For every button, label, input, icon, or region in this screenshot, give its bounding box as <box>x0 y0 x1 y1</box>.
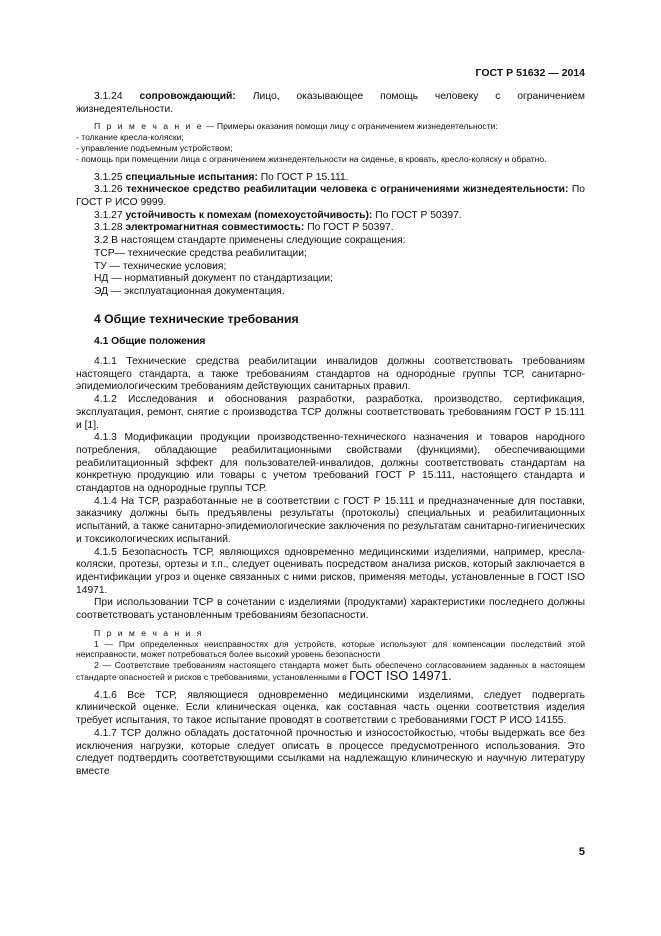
section-heading: 4 Общие технические требования <box>94 311 299 326</box>
paragraph-4-1-6: 4.1.6 Все ТСР, являющиеся одновременно медицинскими изделиями, следует подвергать клинической оценке. Если клиническая оценка, как составная часть оценки соответствия изделия требует испытания, то такое испытание проводят в соответствии с требованиями ГОСТ Р ИСО 14155. <box>76 689 585 727</box>
list-item: - толкание кресла-коляски; <box>76 132 184 143</box>
note-item: 2 — Соответствие требованиям настоящего стандарта может быть обеспечено согласованием заданных в настоящем стандарте опасностей и рисков с требованиями, установленными в ГОСТ ISO 14971. <box>76 660 585 683</box>
note-examples: П р и м е ч а н и е — Примеры оказания помощи лицу с ограничением жизнедеятельности: - толкание кресла-коляски; - управление подъемным устройством; - помощь при помещении лица с ограничением жизнедеятельности на сиденье, в кровать, кресло-коляску и обратно. <box>76 121 585 164</box>
note-label: П р и м е ч а н и е <box>94 121 204 132</box>
definition-3-1-26: 3.1.26 техническое средство реабилитации человека с ограничениями жизнедеятельности: По ГОСТ Р ИСО 9999. <box>76 184 585 208</box>
definition-3-1-24: 3.1.24 сопровождающий: Лицо, оказывающее помощь человеку с ограничением жизнедеятельности. <box>76 91 585 115</box>
abbreviation-item: ЭД — эксплуатационная документация. <box>94 285 285 297</box>
paragraph-usage: При использовании ТСР в сочетании с изделиями (продуктами) характеристики последнего должны соответствовать установленным требованиям безопасности. <box>76 597 585 622</box>
list-item: - управление подъемным устройством; <box>76 143 233 153</box>
subsection-heading: 4.1 Общие положения <box>94 336 206 348</box>
definition-3-1-27: 3.1.27 устойчивость к помехам (помехоустойчивость): По ГОСТ Р 50397. <box>94 209 462 221</box>
note-label: П р и м е ч а н и я <box>94 627 204 638</box>
page-number: 5 <box>578 846 585 858</box>
paragraph-4-1-1: 4.1.1 Технические средства реабилитации инвалидов должны соответствовать требованиям настоящего стандарта, а также требованиям стандартов на однородные группы ТСР, санитарно-эпидемиологическим требованиям действующих санитарных правил. <box>76 356 585 393</box>
document-header: ГОСТ Р 51632 — 2014 <box>475 67 585 79</box>
abbreviation-item: ТСР— технические средства реабилитации; <box>94 247 307 259</box>
note-item: 1 — При определенных неисправностях для устройств, которые используют для компенсации последствий этой неисправности, может потребоваться более высокий уровень безопасности <box>76 638 585 660</box>
term: сопровождающий: <box>139 91 236 102</box>
definition-3-1-28: 3.1.28 электромагнитная совместимость: По ГОСТ Р 50397. <box>94 222 394 234</box>
paragraph-4-1-3: 4.1.3 Модификации продукции производственно-технического назначения и товаров народного потребления, обладающие реабилитационными свойствами (функциями), обеспечивающими реабилитационный эффект для пользователей-инвалидов, должны соответствовать стандартам на конкретную продукцию или товары с учетом требований ГОСТ Р 15.111, настоящего стандарта и стандартов на однородные группы ТСР. <box>76 432 585 495</box>
paragraph-4-1-7: 4.1.7 ТСР должно обладать достаточной прочностью и износостойкостью, чтобы выдержать все без исключения нагрузки, которые следует описать в процессе предусмотренного использования. Это следует подтвердить соответствующими ссылками на надлежащую клиническую и научную литературу вместе <box>76 727 585 777</box>
definition-3-1-25: 3.1.25 специальные испытания: По ГОСТ Р 15.111. <box>94 171 349 183</box>
paragraph-4-1-5: 4.1.5 Безопасность ТСР, являющихся одновременно медицинскими изделиями, например, кресла-коляски, протезы, ортезы и т.п., следует оценивать посредством анализа рисков, который заключается в идентификации угроз и оценке связанных с ними рисков, применяя методы, установленные в ГОСТ ISO 14971. <box>76 546 585 596</box>
notes-block <box>76 628 585 683</box>
abbreviation-item: НД — нормативный документ по стандартизации; <box>94 273 333 285</box>
standard-reference: ГОСТ ISO 14971. <box>349 667 452 683</box>
list-item: - помощь при помещении лица с ограничением жизнедеятельности на сиденье, в кровать, кресло-коляску и обратно. <box>76 153 547 164</box>
page-content <box>76 91 585 779</box>
abbreviation-item: ТУ — технические условия; <box>94 260 227 272</box>
paragraph-4-1-2: 4.1.2 Исследования и обоснования разработки, разработка, производство, сертификация, эксплуатация, ремонт, снятие с производства ТСР должны соответствовать требованиям ГОСТ Р 15.111 и [1]. <box>76 394 585 431</box>
paragraph-4-1-4: 4.1.4 На ТСР, разработанные не в соответствии с ГОСТ Р 15.111 и предназначенные для поставки, заказчику должны быть предъявлены результаты (протоколы) специальных и реабилитационных испытаний, а также санитарно-эпидемиологические заключения по результатам санитарно-гигиенических и токсикологических испытаний. <box>76 495 585 545</box>
abbreviations-intro: 3.2 В настоящем стандарте применены следующие сокращения: <box>94 235 406 247</box>
